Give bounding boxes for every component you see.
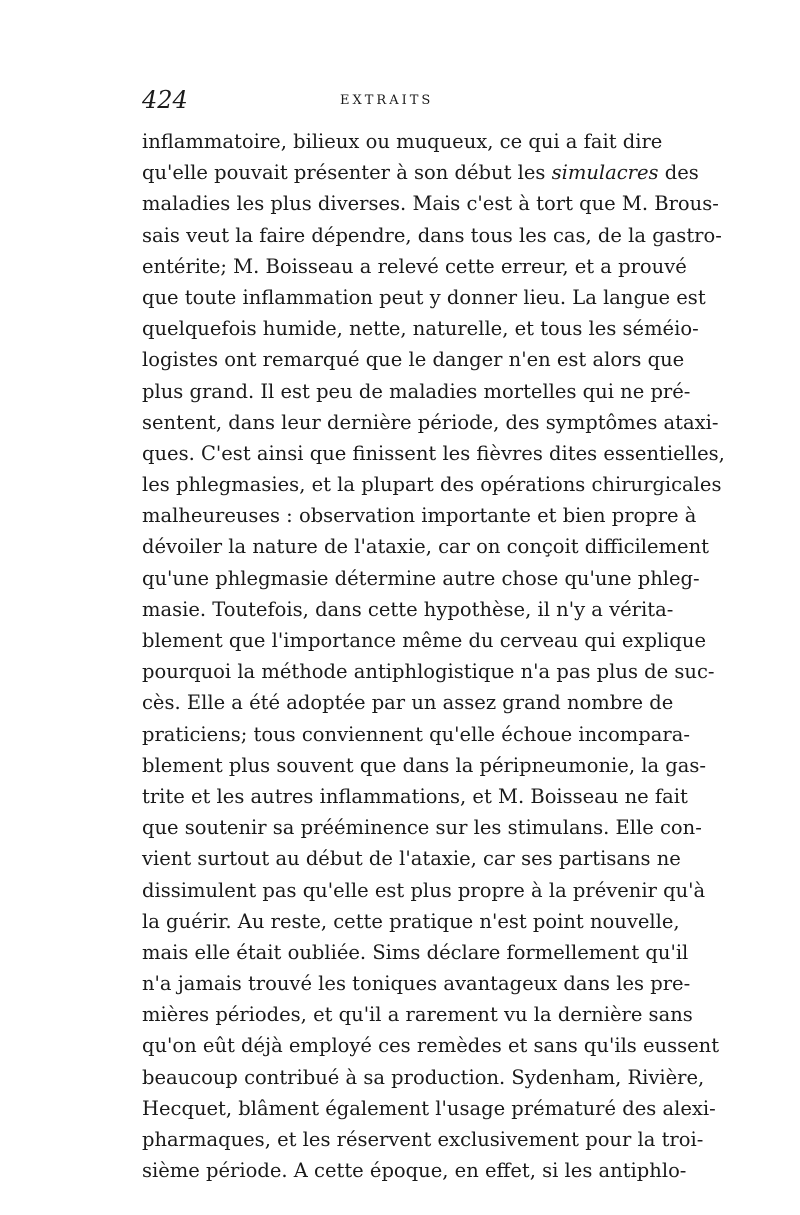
text-line: dévoiler la nature de l'ataxie, car on conçoit difficilement (142, 535, 709, 559)
text-line: entérite; M. Boisseau a relevé cette erreur, et a prouvé (142, 254, 687, 278)
text-line: inflammatoire, bilieux ou muqueux, ce qui a fait dire (142, 130, 663, 153)
page-number: 424 (142, 86, 188, 114)
text-line: pharmaques, et les réservent exclusivement pour la troi- (142, 1128, 704, 1151)
text-line: sième période. A cette époque, en effet, si les antiphlo- (142, 1159, 687, 1183)
text-line: que soutenir sa prééminence sur les stimulans. Elle con- (142, 816, 702, 840)
text-line: n'a jamais trouvé les toniques avantageux dans les pre- (142, 972, 691, 996)
text-line: les phlegmasies, et la plupart des opérations chirurgicales (142, 473, 722, 497)
text-line: cès. Elle a été adoptée par un assez grand nombre de (142, 691, 674, 715)
text-line: ques. C'est ainsi que finissent les fièvres dites essentielles, (142, 441, 725, 465)
text-line: malheureuses : observation importante et bien propre à (142, 504, 697, 528)
text-line: sentent, dans leur dernière période, des symptômes ataxi- (142, 410, 719, 434)
text-line: beaucoup contribué à sa production. Sydenham, Rivière, (142, 1065, 705, 1089)
text-line: vient surtout au début de l'ataxie, car ses partisans ne (142, 847, 681, 871)
text-fragment: qu'elle pouvait présenter à son début les (142, 161, 552, 185)
text-line: plus grand. Il est peu de maladies mortelles qui ne pré- (142, 379, 691, 403)
text-line: maladies les plus diverses. Mais c'est à tort que M. Brous- (142, 192, 719, 216)
italic-word: simulacres (551, 161, 659, 185)
text-line: mais elle était oubliée. Sims déclare formellement qu'il (142, 940, 689, 964)
text-line: quelquefois humide, nette, naturelle, et tous les séméio- (142, 317, 699, 341)
text-line: que toute inflammation peut y donner lieu. La langue est (142, 285, 706, 309)
text-line-with-italic (142, 157, 699, 188)
text-line: pourquoi la méthode antiphlogistique n'a pas plus de suc- (142, 660, 715, 684)
body-text (142, 126, 725, 1186)
text-line: qu'une phlegmasie détermine autre chose qu'une phleg- (142, 566, 700, 590)
text-line: qu'on eût déjà employé ces remèdes et sans qu'ils eussent (142, 1034, 720, 1058)
text-line: masie. Toutefois, dans cette hypothèse, il n'y a vérita- (142, 597, 674, 621)
text-line: sais veut la faire dépendre, dans tous les cas, de la gastro- (142, 223, 722, 247)
text-line: Hecquet, blâment également l'usage prématuré des alexi- (142, 1096, 716, 1120)
text-line: blement que l'importance même du cerveau qui explique (142, 629, 706, 652)
text-line: la guérir. Au reste, cette pratique n'est point nouvelle, (142, 909, 680, 933)
text-line: trite et les autres inflammations, et M. Boisseau ne fait (142, 784, 688, 808)
text-fragment: des (658, 161, 699, 185)
running-head: EXTRAITS (340, 93, 434, 108)
text-line: mières périodes, et qu'il a rarement vu la dernière sans (142, 1003, 693, 1027)
text-line: dissimulent pas qu'elle est plus propre à la prévenir qu'à (142, 878, 706, 902)
text-line: blement plus souvent que dans la péripneumonie, la gas- (142, 753, 706, 777)
text-line: logistes ont remarqué que le danger n'en est alors que (142, 348, 685, 372)
text-line: praticiens; tous conviennent qu'elle échoue incompara- (142, 722, 690, 746)
